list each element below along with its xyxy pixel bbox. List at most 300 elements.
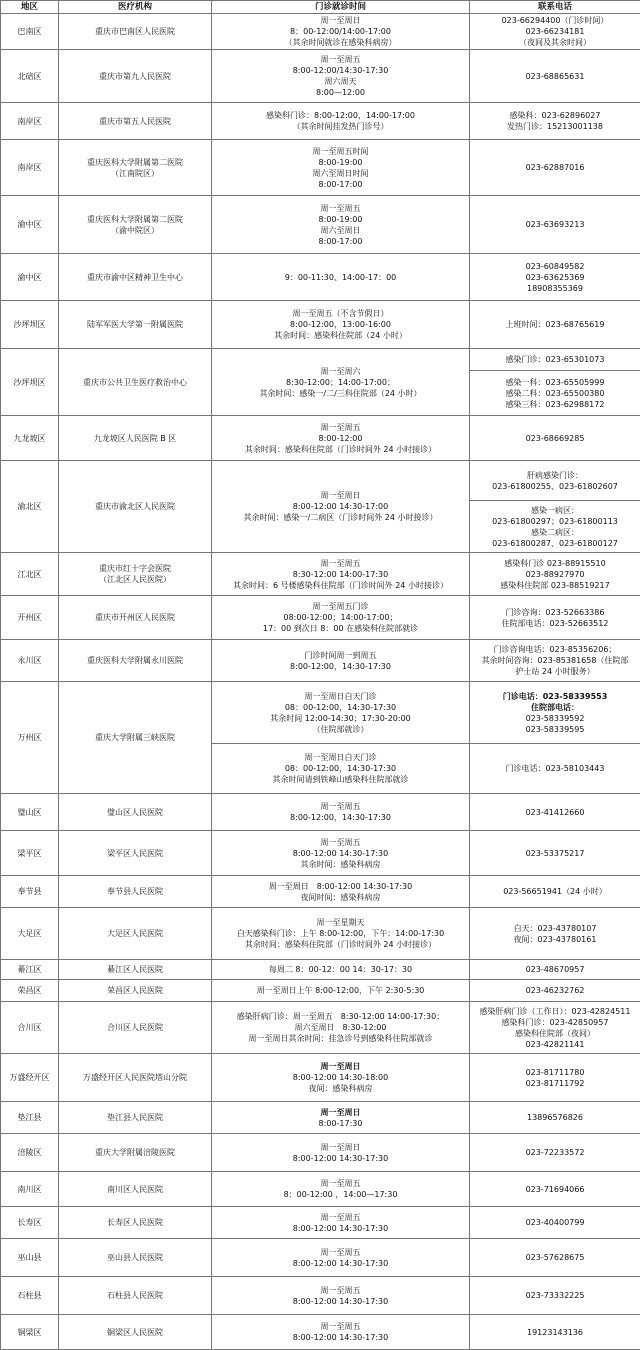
- phone-cell: [470, 831, 640, 876]
- table-row: [1, 831, 640, 876]
- hours-cell-line: 08:00-12:00；14:00-17:00；: [215, 612, 466, 623]
- institution-cell-line: 南川区人民医院: [62, 1184, 208, 1195]
- table-row: [1, 196, 640, 254]
- hours-cell-line: 8:00-19:00: [215, 157, 466, 168]
- hours-cell: [212, 794, 470, 831]
- phone-cell: [470, 640, 640, 682]
- phone-cell-line: 门诊咨询电话：023-85356206；: [473, 644, 637, 655]
- hours-cell: [212, 553, 470, 596]
- table-row: [1, 103, 640, 140]
- region-cell: 万州区: [1, 682, 59, 794]
- phone-cell-line: 感染科门诊：023-42850957: [473, 1017, 637, 1028]
- hours-cell-line: 其余时间：6 号楼感染科住院部（门诊时间外 24 小时接诊）: [215, 580, 466, 591]
- institution-cell: [59, 908, 212, 960]
- hours-cell-line: 8:30-12:00；14:00-17:00；: [215, 377, 466, 388]
- phone-cell-line: 023-42821141: [473, 1039, 637, 1050]
- institution-cell-line: 梁平区人民医院: [62, 848, 208, 859]
- hours-cell: [212, 14, 470, 50]
- hours-cell-line: 周一至周日: [215, 15, 466, 26]
- hours-cell: [212, 301, 470, 349]
- table-row: [1, 960, 640, 980]
- institution-cell-line: 奉节县人民医院: [62, 886, 208, 897]
- hours-cell-line: 周六至周日 8:30-12:00: [215, 1022, 466, 1033]
- institution-cell: [59, 831, 212, 876]
- institution-cell: [59, 1315, 212, 1350]
- hours-cell-line: 8:00-12:00，13:00-16:00: [215, 319, 466, 330]
- hours-cell-line: 8:00-12:00 14:30-17:30: [215, 1332, 466, 1343]
- hours-cell-line: 周一至周五: [215, 1321, 466, 1332]
- header-region: 地区: [1, 1, 59, 14]
- institution-cell-line: 重庆市渝北区人民医院: [62, 501, 208, 512]
- hours-cell: [212, 103, 470, 140]
- institution-cell: [59, 960, 212, 980]
- phone-cell-line: 023-68669285: [473, 433, 637, 444]
- region-cell: 奉节县: [1, 876, 59, 908]
- phone-cell: [470, 371, 640, 416]
- table-row: [1, 876, 640, 908]
- table-row: [1, 461, 640, 501]
- phone-cell-line: 护士站 24 小时服务）: [473, 666, 637, 677]
- institution-cell-line: 重庆市开州区人民医院: [62, 612, 208, 623]
- phone-cell-line: 感染一病区：: [473, 505, 637, 516]
- phone-cell-line: 门诊电话：023-58339553: [473, 691, 637, 702]
- institution-cell: [59, 980, 212, 1002]
- hours-cell-line: 周六至周日: [215, 225, 466, 236]
- hours-cell-line: 周六至周日时间: [215, 168, 466, 179]
- hours-cell: [212, 1277, 470, 1315]
- hours-cell: [212, 980, 470, 1002]
- hours-cell: [212, 1134, 470, 1172]
- hours-cell-line: 周一至周日白天门诊: [215, 691, 466, 702]
- phone-cell: [470, 876, 640, 908]
- table-row: [1, 908, 640, 960]
- hours-cell-line: 08：00-12:00，14:30-17:30: [215, 702, 466, 713]
- phone-cell-line: 感染一科：023-65505999: [473, 377, 637, 388]
- region-cell: 南岸区: [1, 140, 59, 196]
- phone-cell: [470, 1207, 640, 1239]
- region-cell: 铜梁区: [1, 1315, 59, 1350]
- table-row: [1, 596, 640, 640]
- institution-cell-line: （江南院区）: [62, 168, 208, 179]
- phone-cell-line: 感染二科：023-65500380: [473, 388, 637, 399]
- hours-cell-line: 每周二 8：00-12：00 14：30-17：30: [215, 964, 466, 975]
- phone-cell-line: 上班时间：023-68765619: [473, 319, 637, 330]
- hours-cell-line: 门诊时间周一到周五: [215, 650, 466, 661]
- hours-cell-line: 其余时间：感染一/二病区（门诊时间外 24 小时接诊）: [215, 512, 466, 523]
- table-row: [1, 349, 640, 371]
- institution-cell-line: 万盛经开区人民医院塔山分院: [62, 1072, 208, 1083]
- header-hours: 门诊就诊时间: [212, 1, 470, 14]
- institution-cell: [59, 301, 212, 349]
- region-cell: 沙坪坝区: [1, 301, 59, 349]
- institution-cell-line: 重庆医科大学附属永川医院: [62, 655, 208, 666]
- hours-cell: [212, 1102, 470, 1134]
- phone-cell-line: 19123143136: [473, 1327, 637, 1338]
- hours-cell-line: 夜间时间：感染科病房: [215, 892, 466, 903]
- hours-cell-line: 周一至星期天: [215, 917, 466, 928]
- region-cell: 巴南区: [1, 14, 59, 50]
- phone-cell: [470, 140, 640, 196]
- phone-cell: [470, 1239, 640, 1277]
- institution-cell: [59, 14, 212, 50]
- phone-cell-line: 023-63693213: [473, 219, 637, 230]
- institution-cell-line: 重庆医科大学附属第二医院: [62, 157, 208, 168]
- institution-cell-line: 璧山区人民医院: [62, 807, 208, 818]
- institution-cell: [59, 254, 212, 301]
- phone-cell-line: 门诊电话：023-58103443: [473, 763, 637, 774]
- table-row: [1, 254, 640, 301]
- region-cell: 大足区: [1, 908, 59, 960]
- phone-cell-line: （夜间及其余时间）: [473, 37, 637, 48]
- phone-cell-line: 023-66234181: [473, 26, 637, 37]
- institution-cell-line: 重庆医科大学附属第二医院: [62, 214, 208, 225]
- hours-cell-line: 8:00-12:00 14:30-17:30: [215, 848, 466, 859]
- phone-cell-line: 感染科住院部 023-88519217: [473, 580, 637, 591]
- hours-cell: [212, 682, 470, 744]
- hours-cell: [212, 908, 470, 960]
- hours-cell-line: 其余时间：感染科病房: [215, 859, 466, 870]
- hours-cell-line: 其余时间：感染科住院部（门诊时间外 24 小时接诊）: [215, 444, 466, 455]
- phone-cell-line: 肝病感染门诊：: [473, 470, 637, 481]
- phone-cell: [470, 1172, 640, 1207]
- institution-cell-line: 荣昌区人民医院: [62, 985, 208, 996]
- hours-cell-line: 8:00-12:00 14:30-18:00: [215, 1072, 466, 1083]
- hours-cell-line: 周一至周五: [215, 422, 466, 433]
- table-row: [1, 980, 640, 1002]
- hours-cell-line: （住院部就诊）: [215, 724, 466, 735]
- phone-cell-line: 023-61800297；023-61800113: [473, 516, 637, 527]
- institution-cell-line: 重庆市公共卫生医疗救治中心: [62, 377, 208, 388]
- institution-cell: [59, 1102, 212, 1134]
- phone-cell: [470, 254, 640, 301]
- phone-cell: [470, 553, 640, 596]
- institution-cell-line: 綦江区人民医院: [62, 964, 208, 975]
- table-row: [1, 1315, 640, 1350]
- institution-cell-line: 巫山县人民医院: [62, 1252, 208, 1263]
- hours-cell-line: （其余时间就诊在感染科病房）: [215, 37, 466, 48]
- hours-cell-line: 其余时间：感染科住院部（门诊时间外 24 小时接诊）: [215, 939, 466, 950]
- hours-cell-line: 9：00-11:30、14:00-17：00: [215, 272, 466, 283]
- phone-cell: [470, 501, 640, 553]
- phone-cell: [470, 1277, 640, 1315]
- phone-cell: [470, 461, 640, 501]
- institution-cell: [59, 876, 212, 908]
- institution-cell-line: 长寿区人民医院: [62, 1217, 208, 1228]
- table-row: [1, 640, 640, 682]
- hours-cell: [212, 461, 470, 553]
- hours-cell: [212, 744, 470, 794]
- phone-cell-line: 023-56651941（24 小时）: [473, 886, 637, 897]
- region-cell: 南川区: [1, 1172, 59, 1207]
- region-cell: 长寿区: [1, 1207, 59, 1239]
- hours-cell-line: （其余时间挂发热门诊号）: [215, 121, 466, 132]
- table-row: [1, 1277, 640, 1315]
- region-cell: 渝中区: [1, 196, 59, 254]
- table-row: [1, 301, 640, 349]
- phone-cell-line: 023-63625369: [473, 272, 637, 283]
- hours-cell-line: 8:00—12:00: [215, 87, 466, 98]
- phone-cell-line: 夜间：023-43780161: [473, 934, 637, 945]
- region-cell: 綦江区: [1, 960, 59, 980]
- phone-cell-line: 感染科：023-62896027: [473, 110, 637, 121]
- hours-cell: [212, 1002, 470, 1054]
- hours-cell-line: 感染科门诊：8:00-12:00，14:00-17:00: [215, 110, 466, 121]
- phone-cell-line: 023-88927970: [473, 569, 637, 580]
- hours-cell: [212, 196, 470, 254]
- table-row: [1, 1102, 640, 1134]
- table-row: [1, 416, 640, 461]
- phone-cell: [470, 301, 640, 349]
- table-row: [1, 1207, 640, 1239]
- institution-cell: [59, 1172, 212, 1207]
- phone-cell-line: 18908355369: [473, 283, 637, 294]
- table-row: [1, 794, 640, 831]
- hours-cell-line: 其余时间：感染一/二/三科住院部（24 小时）: [215, 388, 466, 399]
- phone-cell-line: 023-81711780: [473, 1067, 637, 1078]
- institution-cell-line: 重庆大学附属三峡医院: [62, 732, 208, 743]
- phone-cell-line: 023-71694066: [473, 1184, 637, 1195]
- hours-cell-line: 8:00-17:00: [215, 179, 466, 190]
- phone-cell-line: 023-68865631: [473, 71, 637, 82]
- institution-cell: [59, 416, 212, 461]
- hours-cell-line: 8:00-12:00，14:30-17:30: [215, 661, 466, 672]
- hours-cell: [212, 640, 470, 682]
- institution-cell: [59, 794, 212, 831]
- region-cell: 璧山区: [1, 794, 59, 831]
- hours-cell-line: 8:00-12:00 14:30-17:30: [215, 1153, 466, 1164]
- institution-cell: [59, 1002, 212, 1054]
- hours-cell-line: 周一至周日上午 8:00-12:00，下午 2:30-5:30: [215, 985, 466, 996]
- hours-cell-line: 周一至周五: [215, 1212, 466, 1223]
- hours-cell-line: 周一至周日 8:00-12:00 14:30-17:30: [215, 881, 466, 892]
- institution-cell-line: 重庆市第五人民医院: [62, 116, 208, 127]
- hours-cell-line: 周一至周五门诊: [215, 601, 466, 612]
- phone-cell-line: 023-60849582: [473, 261, 637, 272]
- hours-cell-line: 8:00-12:00/14:30-17:30: [215, 65, 466, 76]
- phone-cell-line: 其余时间咨询：023-85381658（住院部: [473, 655, 637, 666]
- phone-cell: [470, 50, 640, 103]
- phone-cell-line: 023-53375217: [473, 848, 637, 859]
- table-row: [1, 1239, 640, 1277]
- phone-cell-line: 023-72233572: [473, 1147, 637, 1158]
- region-cell: 巫山县: [1, 1239, 59, 1277]
- phone-cell-line: 白天：023-43780107: [473, 923, 637, 934]
- region-cell: 梁平区: [1, 831, 59, 876]
- institution-cell: [59, 1277, 212, 1315]
- phone-cell-line: 感染三科：023-62988172: [473, 399, 637, 410]
- region-cell: 石柱县: [1, 1277, 59, 1315]
- institution-cell: [59, 1207, 212, 1239]
- hours-cell: [212, 254, 470, 301]
- region-cell: 渝北区: [1, 461, 59, 553]
- institution-cell-line: 大足区人民医院: [62, 928, 208, 939]
- region-cell: 南岸区: [1, 103, 59, 140]
- institution-cell: [59, 103, 212, 140]
- hours-cell: [212, 876, 470, 908]
- hours-cell-line: 周一至周五: [215, 1247, 466, 1258]
- institution-cell: [59, 461, 212, 553]
- hours-cell-line: 8:00-12:00，14:30-17:30: [215, 812, 466, 823]
- institution-cell-line: 陆军军医大学第一附属医院: [62, 319, 208, 330]
- hours-cell: [212, 50, 470, 103]
- phone-cell: [470, 1134, 640, 1172]
- institution-cell-line: 重庆市第九人民医院: [62, 71, 208, 82]
- hours-cell-line: 8:00-19:00: [215, 214, 466, 225]
- phone-cell-line: 023-57628675: [473, 1252, 637, 1263]
- hours-cell-line: 其余时间 12:00-14:30；17:30-20:00: [215, 713, 466, 724]
- hours-cell-line: 周一至周日其余时间：挂急诊号到感染科住院部就诊: [215, 1033, 466, 1044]
- table-row: [1, 553, 640, 596]
- region-cell: 沙坪坝区: [1, 349, 59, 416]
- hours-cell-line: 8:00-17:30: [215, 1118, 466, 1129]
- phone-cell-line: 023-41412660: [473, 807, 637, 818]
- phone-cell-line: 023-61800287、023-61800127: [473, 538, 637, 549]
- hours-cell-line: 8：00-12:00/14:00-17:00: [215, 26, 466, 37]
- institution-cell: [59, 196, 212, 254]
- region-cell: 九龙坡区: [1, 416, 59, 461]
- phone-cell: [470, 908, 640, 960]
- hours-cell-line: 周一至周六: [215, 366, 466, 377]
- hours-cell-line: 周一至周日: [215, 1142, 466, 1153]
- region-cell: 万盛经开区: [1, 1054, 59, 1102]
- phone-cell-line: 住院部电话：023-52663512: [473, 618, 637, 629]
- hours-cell-line: 8:00-12:00 14:30-17:30: [215, 1258, 466, 1269]
- region-cell: 涪陵区: [1, 1134, 59, 1172]
- institution-cell: [59, 140, 212, 196]
- hours-cell-line: 8:00-17:00: [215, 236, 466, 247]
- institution-cell-line: 重庆市巴南区人民医院: [62, 26, 208, 37]
- institution-cell: [59, 50, 212, 103]
- phone-cell: [470, 349, 640, 371]
- phone-cell: [470, 1002, 640, 1054]
- phone-cell-line: 门诊咨询：023-52663386: [473, 607, 637, 618]
- region-cell: 垫江县: [1, 1102, 59, 1134]
- hours-cell-line: 周一至周日白天门诊: [215, 752, 466, 763]
- institution-cell-line: 九龙坡区人民医院 B 区: [62, 433, 208, 444]
- institution-cell: [59, 1239, 212, 1277]
- table-row: [1, 1002, 640, 1054]
- phone-cell-line: 023-46232762: [473, 985, 637, 996]
- hours-cell: [212, 140, 470, 196]
- phone-cell-line: 023-81711792: [473, 1078, 637, 1089]
- hours-cell: [212, 1239, 470, 1277]
- table-row: [1, 1134, 640, 1172]
- phone-cell: [470, 416, 640, 461]
- hours-cell-line: 周六周天: [215, 76, 466, 87]
- table-row: [1, 50, 640, 103]
- institution-cell-line: 铜梁区人民医院: [62, 1327, 208, 1338]
- region-cell: 江北区: [1, 553, 59, 596]
- region-cell: 合川区: [1, 1002, 59, 1054]
- hours-cell-line: 周一至周五时间: [215, 146, 466, 157]
- phone-cell-line: 023-66294400（门诊时间）: [473, 15, 637, 26]
- hours-cell-line: 8：00-12:00 ，14:00—17:30: [215, 1189, 466, 1200]
- region-cell: 渝中区: [1, 254, 59, 301]
- hours-cell: [212, 596, 470, 640]
- hours-cell-line: 感染肝病门诊：周一至周五 8:30-12:00 14:00-17:30；: [215, 1011, 466, 1022]
- institution-cell-line: 重庆大学附属涪陵医院: [62, 1147, 208, 1158]
- hours-cell-line: 周一至周日: [215, 1061, 466, 1072]
- phone-cell: [470, 14, 640, 50]
- institution-cell-line: 垫江县人民医院: [62, 1112, 208, 1123]
- region-cell: 开州区: [1, 596, 59, 640]
- institution-cell: [59, 349, 212, 416]
- phone-cell: [470, 960, 640, 980]
- phone-cell-line: 023-61800255、023-61802607: [473, 481, 637, 492]
- phone-cell-line: 感染门诊：023-65301073: [473, 354, 637, 365]
- phone-cell: [470, 682, 640, 744]
- hours-cell-line: 周一至周五: [215, 558, 466, 569]
- hours-cell-line: 17：00 到次日 8：00 在感染科住院部就诊: [215, 623, 466, 634]
- header-row: [1, 1, 640, 14]
- phone-cell-line: 发热门诊：15213001138: [473, 121, 637, 132]
- hours-cell: [212, 1054, 470, 1102]
- hours-cell: [212, 1207, 470, 1239]
- institution-cell: [59, 596, 212, 640]
- phone-cell-line: 感染肝病门诊（工作日）：023-42824511: [473, 1006, 637, 1017]
- hours-cell: [212, 416, 470, 461]
- phone-cell: [470, 103, 640, 140]
- table-row: [1, 140, 640, 196]
- phone-cell: [470, 596, 640, 640]
- institution-cell-line: （渝中院区）: [62, 225, 208, 236]
- hours-cell-line: 其余时间：感染科住院部（24 小时）: [215, 330, 466, 341]
- phone-cell-line: 感染科门诊 023-88915510: [473, 558, 637, 569]
- table-row: [1, 14, 640, 50]
- hours-cell-line: 白天感染科门诊：上午 8:00-12:00，下午：14:00-17:30: [215, 928, 466, 939]
- phone-cell: [470, 1315, 640, 1350]
- hours-cell-line: 8:00-12:00 14:30-17:30: [215, 1296, 466, 1307]
- hours-cell-line: 夜间：感染科病房: [215, 1083, 466, 1094]
- hours-cell-line: 周一至周日: [215, 490, 466, 501]
- institution-cell: [59, 682, 212, 794]
- region-cell: 永川区: [1, 640, 59, 682]
- institution-cell-line: 合川区人民医院: [62, 1022, 208, 1033]
- institution-cell-line: 重庆市渝中区精神卫生中心: [62, 272, 208, 283]
- region-cell: 北碚区: [1, 50, 59, 103]
- hours-cell-line: 8:00-12:00: [215, 433, 466, 444]
- hours-cell: [212, 831, 470, 876]
- hours-cell-line: 周一至周五: [215, 1285, 466, 1296]
- region-cell: 荣昌区: [1, 980, 59, 1002]
- phone-cell-line: 023-48670957: [473, 964, 637, 975]
- hours-cell-line: 周一至周五: [215, 54, 466, 65]
- phone-cell: [470, 980, 640, 1002]
- phone-cell-line: 023-40400799: [473, 1217, 637, 1228]
- phone-cell-line: 感染二病区：: [473, 527, 637, 538]
- hours-cell-line: 周一至周五: [215, 203, 466, 214]
- phone-cell-line: 023-73332225: [473, 1290, 637, 1301]
- hours-cell: [212, 960, 470, 980]
- institution-cell-line: 石柱县人民医院: [62, 1290, 208, 1301]
- phone-cell-line: 023-58339595: [473, 724, 637, 735]
- phone-cell-line: 023-58339592: [473, 713, 637, 724]
- hours-cell: [212, 1172, 470, 1207]
- hours-cell-line: 8:30-12:00 14:00-17:30: [215, 569, 466, 580]
- institution-cell-line: （江北区人民医院）: [62, 574, 208, 585]
- phone-cell-line: 023-62887016: [473, 162, 637, 173]
- hours-cell-line: 8:00-12:00 14:30-17:00: [215, 501, 466, 512]
- table-row: [1, 1172, 640, 1207]
- phone-cell: [470, 1054, 640, 1102]
- phone-cell-line: 住院部电话：: [473, 702, 637, 713]
- institution-cell: [59, 553, 212, 596]
- phone-cell: [470, 794, 640, 831]
- header-phone: 联系电话: [470, 1, 640, 14]
- phone-cell: [470, 1102, 640, 1134]
- phone-cell: [470, 196, 640, 254]
- phone-cell: [470, 744, 640, 794]
